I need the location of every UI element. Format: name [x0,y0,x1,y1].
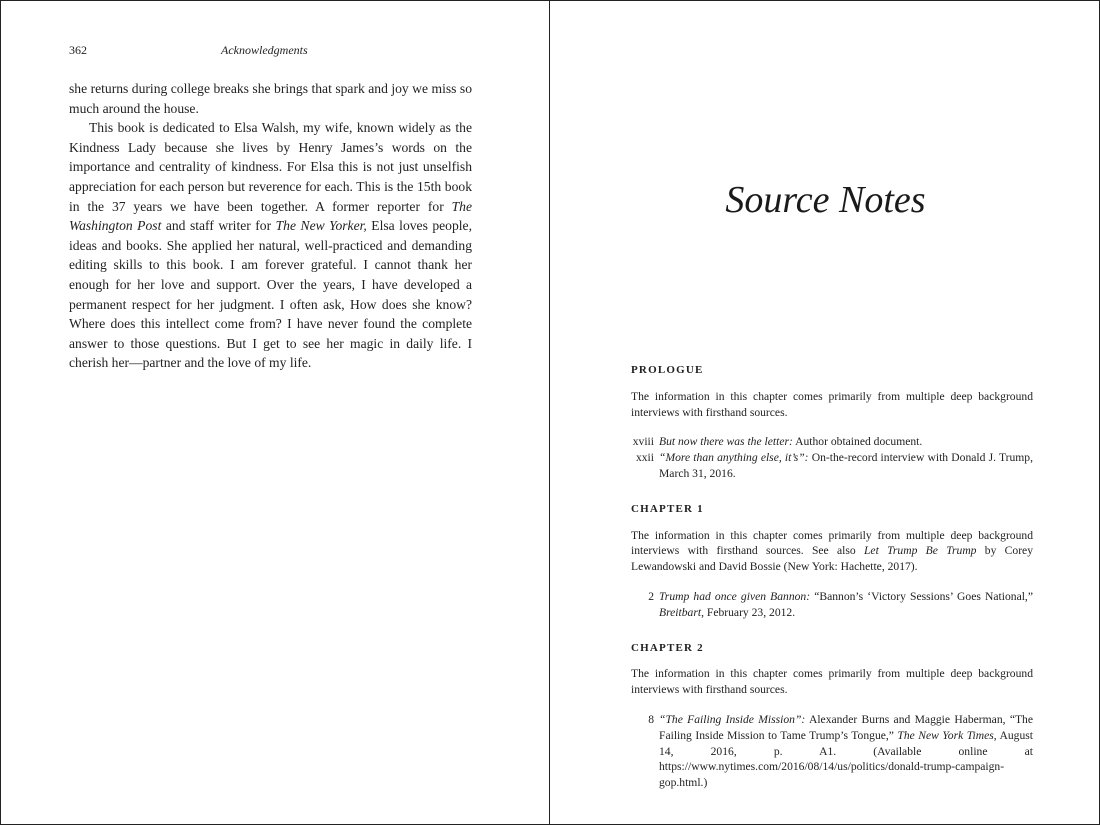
prologue-intro: The information in this chapter comes primarily from multiple deep background interviews with firsthand sources. [631,389,1033,419]
section-gap [631,621,1033,641]
acknowledgments-text [69,79,472,373]
note-text: On-the-record interview with Donald J. Trump, March 31, 2016. [659,451,1033,480]
note-page-ref: xviii [632,435,654,449]
running-head-title: Acknowledgments [221,43,308,57]
chapter1-intro-italic: Let Trump Be Trump [863,544,977,558]
note-cue: “The Failing Inside Mission”: [659,712,806,726]
chapter2-heading: CHAPTER 2 [631,641,704,654]
note-text: , February 23, 2012. [701,605,796,619]
chapter1-heading: CHAPTER 1 [631,502,704,515]
paragraph-1: she returns during college breaks she brings that spark and joy we miss so much around the house. [69,81,472,116]
chapter2-intro: The information in this chapter comes primarily from multiple deep background interviews with firsthand sources. [631,667,1033,697]
note-page-ref: 8 [648,712,654,726]
chapter1-intro [631,528,1033,575]
note-cue: Trump had once given Bannon: [659,589,811,603]
note-entry [631,712,1033,791]
paragraph-2-italic-1: The Washington Post [69,198,472,234]
note-text: , August 14, 2016, p. A1. (Available online at https://www.nytimes.com/2016/08/14/us/politics/donald-trump-campaign-gop.html.) [659,728,1033,790]
note-entry [631,450,1033,482]
section-title: Source Notes [725,179,926,221]
note-cue: “More than anything else, it’s”: [659,451,809,465]
note-text-italic: The New York Times [897,728,994,742]
note-text: Author obtained document. [792,435,923,449]
chapter2-notes [631,712,1033,791]
note-text: “Bannon’s ‘Victory Sessions’ Goes National,” [810,589,1033,603]
chapter1-notes [631,589,1033,621]
running-head [69,43,472,63]
paragraph-2-part-a: This book is dedicated to Elsa Walsh, my wife, known widely as the Kindness Lady because she lives by Henry James’s words on the importance and centrality of kindness. For Elsa this is not just unselfish appreciation for each person but reverence for each. This is the 15th book in the 37 years we have been together. A former reporter for [69,120,472,214]
note-page-ref: 2 [648,589,654,603]
section-gap [631,482,1033,502]
right-page [549,0,1100,825]
note-entry [631,589,1033,621]
chapter1-intro-part-a: The information in this chapter comes primarily from multiple deep background interviews with firsthand sources. See also [631,528,1033,558]
chapter1-intro-part-b: by Corey Lewandowski and David Bossie (New York: Hachette, 2017). [631,544,1034,574]
paragraph-2-part-c: Elsa loves people, ideas and books. She applied her natural, well-practiced and demanding editing skills to this book. I am forever grateful. I cannot thank her enough for her love and support. Over the years, I have developed a permanent respect for her judgment. I often ask, How does she know? Where does this intellect come from? I have never found the complete answer to those questions. But I get to see her magic in daily life. I cherish her—partner and the love of my life. [69,218,472,371]
paragraph-2-part-b: and staff writer for [161,218,276,234]
note-entry [631,434,1033,450]
paragraph-2 [69,118,472,373]
prologue-heading: PROLOGUE [631,364,704,376]
note-cue: But now there was the letter: [659,435,793,449]
note-text: Alexander Burns and Maggie Haberman, “The Failing Inside Mission to Tame Trump’s Tongue,” [659,712,1033,742]
source-notes [631,363,1033,791]
page-number: 362 [69,43,87,57]
note-text-italic: Breitbart [659,605,702,619]
prologue-notes [631,434,1033,481]
paragraph-2-italic-2: The New Yorker, [275,218,367,234]
note-page-ref: xxii [635,451,654,465]
